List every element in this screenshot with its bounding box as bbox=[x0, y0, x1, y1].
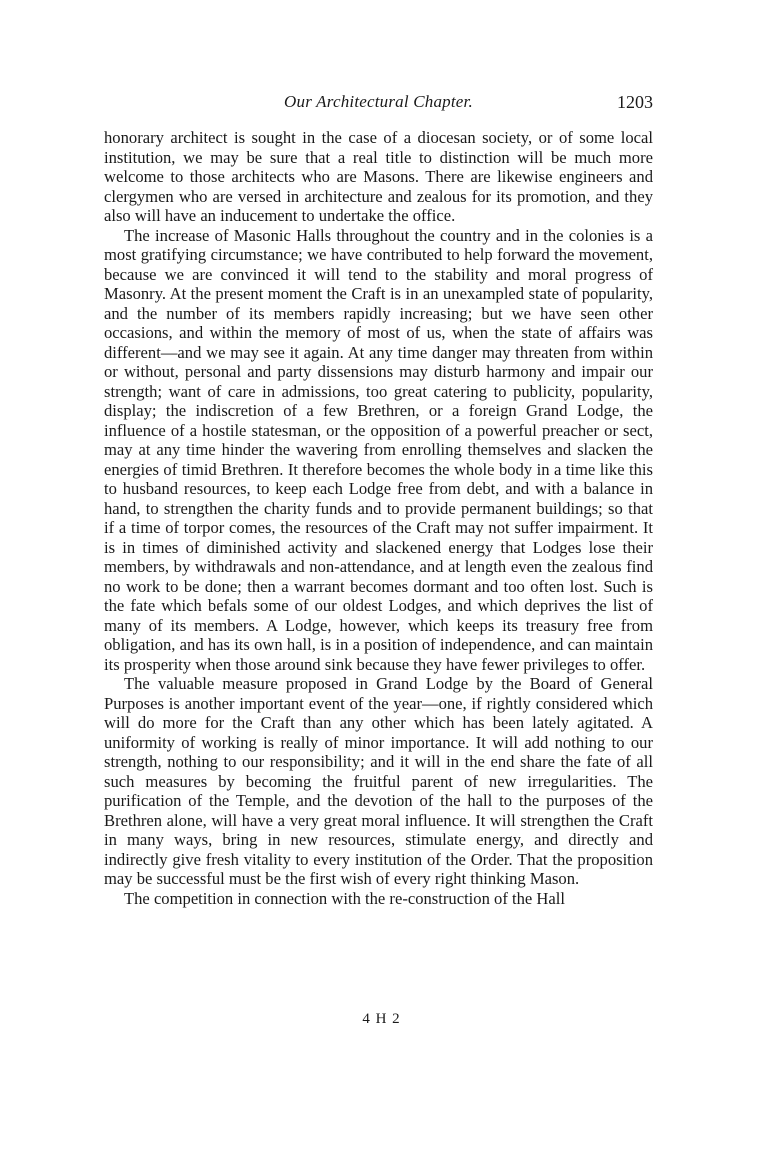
paragraph-competition: The competition in connection with the re-construction of the Hall bbox=[124, 888, 565, 908]
page-number: 1203 bbox=[617, 92, 653, 112]
running-title: Our Architectural Chapter. bbox=[284, 92, 473, 111]
paragraph-masonic-halls: The increase of Masonic Halls throughout the country and in the colonies is a most gratifying circumstance; we have contributed to help forward the movement, because we are convinced it will tend to the stability and moral progress of Masonry. At the present moment the Craft is in an unexampled state of popularity, and the number of its members rapidly increasing; but we have seen other occasions, and within the memory of most of us, when the state of affairs was different—and we may see it again. At any time danger may threaten from within or without, personal and party dissensions may disturb harmony and impair our strength; want of care in admissions, too great catering to publicity, popularity, display; the indiscretion of a few Brethren, or a foreign Grand Lodge, the influence of a hostile statesman, or the opposition of a powerful preacher or sect, may at any time hinder the wavering from enrolling themselves and slacken the energies of timid Brethren. It therefore becomes the whole body in a time like this to husband resources, to keep each Lodge free from debt, and with a balance in hand, to strengthen the charity funds and to provide permanent buildings; so that if a time of torpor comes, the resources of the Craft may not suffer impairment. It is in times of diminished activity and slackened energy that Lodges lose their members, by withdrawals and non-attendance, and at length even the zealous find no work to be done; then a warrant becomes dormant and too often lost. Such is the fate which befals some of our oldest Lodges, and which deprives the list of many of its members. A Lodge, however, which keeps its treasury free from obligation, and has its own hall, is in a position of independence, and can maintain its prosperity when those around sink because they have fewer privileges to offer. bbox=[104, 225, 653, 674]
body-text bbox=[104, 128, 653, 908]
printer-signature: 4 H 2 bbox=[362, 1011, 401, 1027]
paragraph-grand-lodge-measure: The valuable measure proposed in Grand Lodge by the Board of General Purposes is another important event of the year—one, if rightly considered which will do more for the Craft than any other which has been lately agitated. A uniformity of working is really of minor importance. It will add nothing to our strength, nothing to our responsibility; and it will in the end share the fate of all such measures by becoming the fruitful parent of new irregularities. The purification of the Temple, and the devotion of the hall to the purposes of the Brethren alone, will have a very great moral influence. It will strengthen the Craft in many ways, bring in new resources, stimulate energy, and directly and indirectly give fresh vitality to every institution of the Order. That the proposition may be successful must be the first wish of every right thinking Mason. bbox=[104, 674, 653, 888]
paragraph-continuation: honorary architect is sought in the case of a diocesan society, or of some local institution, we may be sure that a real title to distinction will be much more welcome to those architects who are Masons. There are likewise engineers and clergymen who are versed in architecture and zealous for its promotion, and they also will have an inducement to undertake the office. bbox=[104, 128, 653, 225]
running-head bbox=[104, 92, 653, 116]
